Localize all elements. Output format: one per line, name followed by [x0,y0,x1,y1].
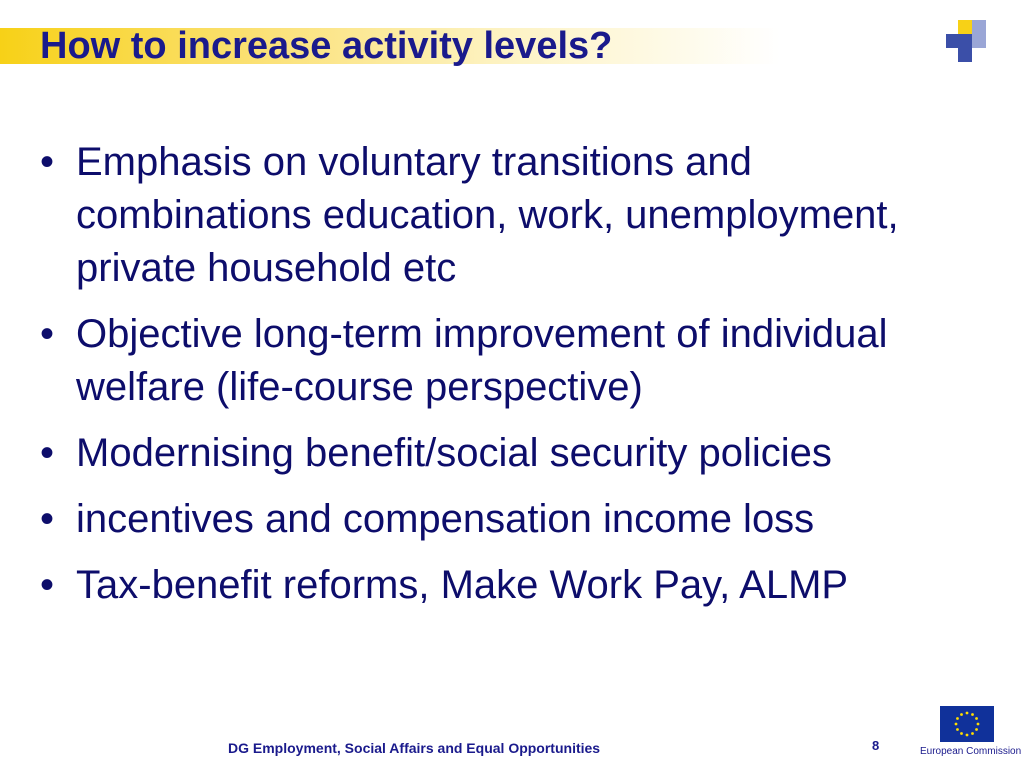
slide-title: How to increase activity levels? [40,25,613,67]
bullet-marker: • [40,563,55,607]
bullet-text: Modernising benefit/social security policies [76,431,832,475]
ec-squares-logo-icon [946,20,988,62]
bullet-item [32,427,972,480]
flag-star-icon [960,713,963,716]
bullet-marker: • [40,140,55,184]
flag-star-icon [975,728,978,731]
flag-star-icon [956,717,959,720]
eu-flag-icon [940,706,994,742]
bullet-text: incentives and compensation income loss [76,497,815,541]
bullet-marker: • [40,431,55,475]
bullet-item [32,559,972,612]
bullet-list [32,136,972,625]
european-commission-label: European Commission [920,746,1022,757]
flag-star-icon [971,732,974,735]
flag-star-icon [956,728,959,731]
footer-department: DG Employment, Social Affairs and Equal Opportunities [228,740,601,756]
bullet-text: Tax-benefit reforms, Make Work Pay, ALMP [76,563,849,607]
bullet-item [32,136,972,295]
flag-star-icon [966,734,969,737]
page-number: 8 [872,738,880,753]
bullet-text: Objective long-term improvement of individual welfare (life-course perspective) [76,312,888,409]
bullet-marker: • [40,312,55,356]
flag-star-icon [971,713,974,716]
bullet-item [32,493,972,546]
flag-star-icon [966,712,969,715]
flag-star-icon [975,717,978,720]
bullet-marker: • [40,497,55,541]
flag-star-icon [955,723,958,726]
bullet-text: Emphasis on voluntary transitions and combinations education, work, unemployment, private household etc [76,140,899,290]
flag-star-icon [977,723,980,726]
bullet-item [32,308,972,414]
flag-star-icon [960,732,963,735]
